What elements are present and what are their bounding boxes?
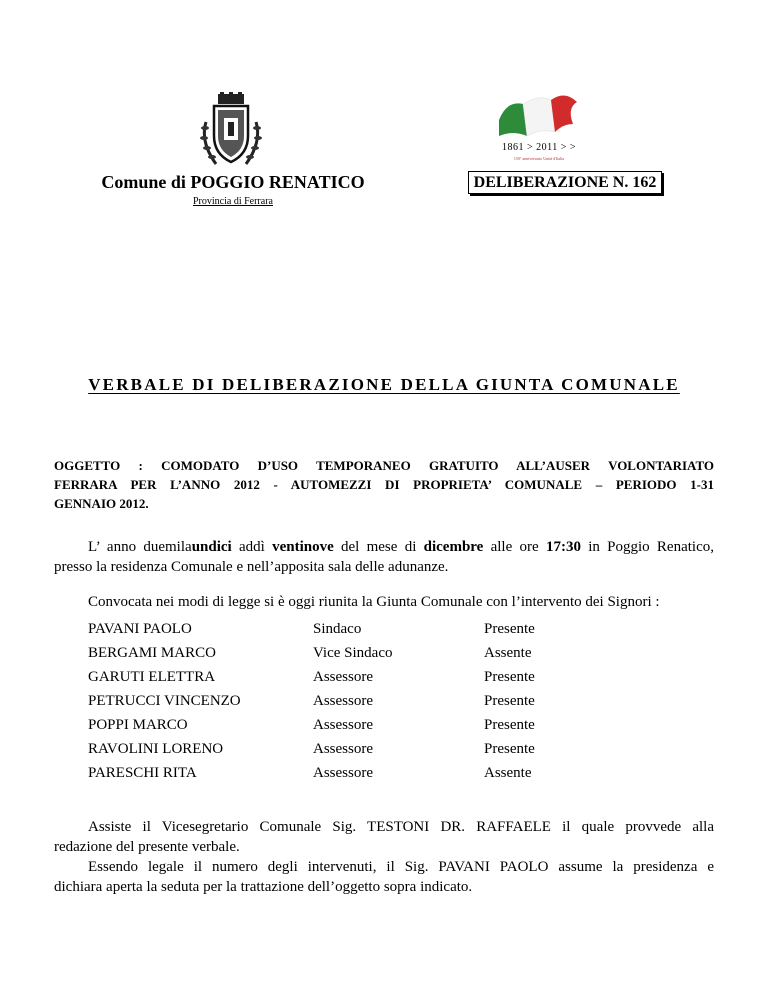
intro-paragraph	[54, 537, 714, 577]
closing-line: dichiara aperta la seduta per la trattazione dell’oggetto sopra indicato.	[54, 879, 473, 895]
subject-line: OGGETTO : COMODATO D’USO TEMPORANEO GRATUITO ALL’AUSER VOLONTARIATO	[54, 458, 714, 473]
members-table	[88, 617, 688, 785]
member-row	[88, 641, 688, 665]
intro-time: 17:30	[545, 539, 581, 555]
intro-line-2: presso la residenza Comunale e nell’apposita sala delle adunanze.	[54, 559, 449, 575]
member-status: Presente	[484, 741, 535, 757]
member-name: BERGAMI MARCO	[88, 645, 216, 661]
member-status: Presente	[484, 621, 535, 637]
subject-block	[54, 456, 714, 513]
intro-text: L’ anno duemila	[88, 539, 192, 555]
municipality-name: Comune di POGGIO RENATICO	[101, 172, 365, 192]
member-role: Assessore	[313, 717, 373, 733]
intro-text: addì	[231, 539, 273, 555]
member-role: Assessore	[313, 693, 373, 709]
municipal-crest-icon	[196, 92, 266, 170]
intro-day: ventinove	[272, 539, 334, 555]
member-row	[88, 617, 688, 641]
closing-paragraph	[54, 817, 714, 897]
anniversary-caption: 150° anniversario Unità d'Italia	[513, 156, 565, 161]
intro-text: alle ore	[483, 539, 546, 555]
convocation-text: Convocata nei modi di legge si è oggi riunita la Giunta Comunale con l’intervento dei Signori :	[88, 594, 660, 610]
member-status: Presente	[484, 717, 535, 733]
intro-line-1	[54, 537, 714, 557]
member-role: Sindaco	[313, 621, 362, 637]
document-title: VERBALE DI DELIBERAZIONE DELLA GIUNTA COMUNALE	[88, 375, 680, 394]
member-status: Assente	[484, 765, 532, 781]
member-status: Assente	[484, 645, 532, 661]
subject-line: GENNAIO 2012.	[54, 496, 149, 511]
anniversary-logo	[493, 86, 585, 166]
intro-year: undici	[191, 539, 232, 555]
deliberation-number-box: DELIBERAZIONE N. 162	[468, 171, 662, 194]
member-name: RAVOLINI LORENO	[88, 741, 224, 757]
anniversary-years: 1861 > 2011 > >	[501, 142, 577, 153]
intro-text: in Poggio Renatico,	[580, 539, 714, 555]
closing-line: Essendo legale il numero degli intervenuti, il Sig. PAVANI PAOLO assume la presidenza e	[88, 859, 714, 875]
member-name: PARESCHI RITA	[88, 765, 197, 781]
member-role: Assessore	[313, 669, 373, 685]
member-role: Assessore	[313, 741, 373, 757]
province-name: Provincia di Ferrara	[193, 196, 273, 207]
member-row	[88, 665, 688, 689]
closing-line: Assiste il Vicesegretario Comunale Sig. TESTONI DR. RAFFAELE il quale provvede alla	[88, 819, 714, 835]
closing-line: redazione del presente verbale.	[54, 839, 240, 855]
member-name: GARUTI ELETTRA	[88, 669, 216, 685]
member-row	[88, 713, 688, 737]
member-role: Vice Sindaco	[313, 645, 393, 661]
member-name: POPPI MARCO	[88, 717, 188, 733]
member-status: Presente	[484, 669, 535, 685]
italian-flag-icon	[493, 86, 585, 142]
subject-line: FERRARA PER L’ANNO 2012 - AUTOMEZZI DI PROPRIETA’ COMUNALE – PERIODO 1-31	[54, 477, 714, 492]
member-status: Presente	[484, 693, 535, 709]
member-role: Assessore	[313, 765, 373, 781]
member-row	[88, 689, 688, 713]
member-name: PETRUCCI VINCENZO	[88, 693, 241, 709]
member-row	[88, 737, 688, 761]
intro-text: del mese di	[333, 539, 424, 555]
member-name: PAVANI PAOLO	[88, 621, 192, 637]
member-row	[88, 761, 688, 785]
intro-month: dicembre	[423, 539, 484, 555]
